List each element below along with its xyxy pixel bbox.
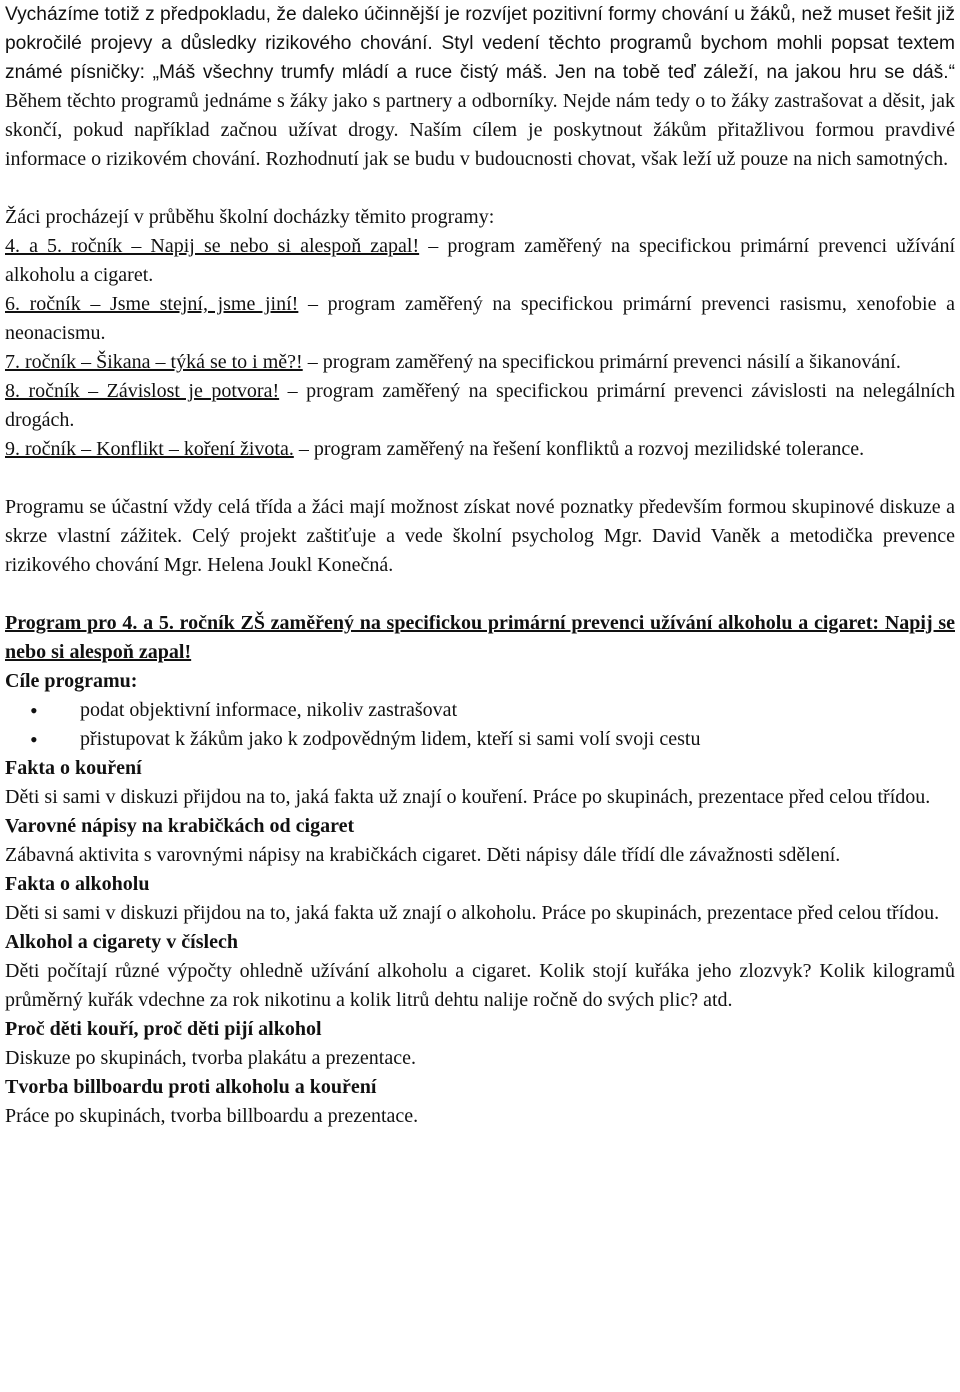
intro-paragraph	[5, 0, 955, 174]
section-heading: Fakta o alkoholu	[5, 873, 150, 895]
intro-text-serif: Během těchto programů jednáme s žáky jako s partnery a odborníky. Nejde nám tedy o to žáky zastrašovat a děsit, jak skončí, pokud například začnou užívat drogy. Naším cílem je poskytnout žákům přitažlivou formou pravdivé informace o rizikovém chování. Rozhodnutí jak se budu v budoucnosti chovat, však leží už pouze na nich samotných.	[5, 90, 955, 170]
section-text: Práce po skupinách, tvorba billboardu a prezentace.	[5, 1105, 419, 1127]
section-heading: Varovné nápisy na krabičkách od cigaret	[5, 815, 355, 837]
intro-text: Vycházíme totiž z předpokladu, že daleko účinnější je rozvíjet pozitivní formy chování u žáků, než muset řešit již pokročilé projevy a důsledky rizikového chování. Styl vedení těchto programů bychom mohli popsat textem známé písničky: „Máš všechny trumfy mládí a ruce čistý máš. Jen na tobě teď záleží, na jakou hru se dáš.“	[5, 4, 955, 83]
section-text: Děti si sami v diskuzi přijdou na to, jaká fakta už znají o kouření. Práce po skupinách, prezentace před celou třídou.	[5, 786, 931, 808]
program-item	[5, 290, 955, 348]
goal-item: • přistupovat k žákům jako k zodpovědným lidem, kteří si sami volí svoji cestu	[5, 725, 955, 754]
section-heading: Alkohol a cigarety v číslech	[5, 931, 238, 953]
program-title: 9. ročník – Konflikt – koření života.	[5, 438, 294, 460]
program-title: 8. ročník – Závislost je potvora!	[5, 380, 280, 402]
program-title: 7. ročník – Šikana – týká se to i mě?!	[5, 351, 303, 373]
program-desc: – program zaměřený na specifickou primární prevenci užívání alkoholu a cigaret.	[5, 235, 955, 286]
program-item	[5, 232, 955, 290]
section-text: Zábavná aktivita s varovnými nápisy na krabičkách cigaret. Děti nápisy dále třídí dle závažnosti sdělení.	[5, 844, 841, 866]
section-heading: Tvorba billboardu proti alkoholu a kouření	[5, 1076, 377, 1098]
program-desc: – program zaměřený na specifickou primární prevenci rasismu, xenofobie a neonacismu.	[5, 293, 956, 344]
section-heading: Fakta o kouření	[5, 757, 142, 779]
program-item	[5, 435, 955, 464]
section-text: Děti si sami v diskuzi přijdou na to, jaká fakta už znají o alkoholu. Práce po skupinách, prezentace před celou třídou.	[5, 902, 940, 924]
program-title: 6. ročník – Jsme stejní, jsme jiní!	[5, 293, 299, 315]
program-item	[5, 348, 955, 377]
program-list	[5, 232, 955, 464]
goal-item: • podat objektivní informace, nikoliv zastrašovat	[5, 696, 955, 725]
program-item	[5, 377, 955, 435]
section-text: Diskuze po skupinách, tvorba plakátu a prezentace.	[5, 1047, 416, 1069]
program-desc: – program zaměřený na specifickou primární prevenci násilí a šikanování.	[302, 351, 901, 373]
program-desc: – program zaměřený na specifickou primární prevenci závislosti na nelegálních drogách.	[5, 380, 955, 431]
section-text: Děti počítají různé výpočty ohledně užívání alkoholu a cigaret. Kolik stojí kuřáka jeho zlozvyk? Kolik kilogramů průměrný kuřák vdechne za rok nikotinu a kolik litrů dehtu nalije ročně do svých plic? atd.	[5, 960, 955, 1011]
section-heading: Proč děti kouří, proč děti pijí alkohol	[5, 1018, 322, 1040]
goals-list	[5, 696, 955, 754]
program-desc: – program zaměřený na řešení konfliktů a rozvoj mezilidské tolerance.	[293, 438, 865, 460]
programs-heading: Žáci procházejí v průběhu školní docházky těmito programy:	[5, 206, 495, 228]
document-page	[5, 0, 955, 1131]
participation-paragraph: Programu se účastní vždy celá třída a žáci mají možnost získat nové poznatky především formou skupinové diskuze a skrze vlastní zážitek. Celý projekt zaštiťuje a vede školní psycholog Mgr. David Vaněk a metodička prevence rizikového chování Mgr. Helena Joukl Konečná.	[5, 496, 955, 576]
goals-heading: Cíle programu:	[5, 670, 138, 692]
program-detail-title: Program pro 4. a 5. ročník ZŠ zaměřený na specifickou primární prevenci užívání alkoholu a cigaret: Napij se nebo si alespoň zapal!	[5, 612, 955, 663]
program-title: 4. a 5. ročník – Napij se nebo si alespoň zapal!	[5, 235, 420, 257]
